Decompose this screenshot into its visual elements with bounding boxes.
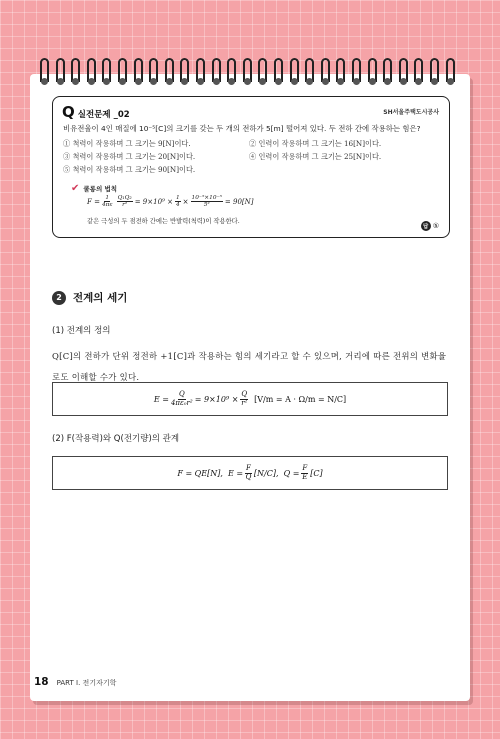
binding-hole xyxy=(384,78,391,85)
subsection-1-title: (1) 전계의 정의 xyxy=(52,326,111,336)
binding-hole xyxy=(135,78,142,85)
spiral-binding xyxy=(36,58,466,92)
binding-hole xyxy=(400,78,407,85)
option-2: ② 인력이 작용하며 그 크기는 16[N]이다. xyxy=(249,139,382,148)
binding-hole xyxy=(353,78,360,85)
check-icon: ✔ xyxy=(71,183,80,194)
binding-hole xyxy=(322,78,329,85)
solution-heading: 쿨롱의 법칙 xyxy=(83,185,118,193)
option-4: ④ 인력이 작용하며 그 크기는 25[N]이다. xyxy=(249,152,382,161)
binding-hole xyxy=(275,78,282,85)
binding-hole xyxy=(228,78,235,85)
question-title: 실전문제 _02 xyxy=(77,110,130,120)
binding-hole xyxy=(166,78,173,85)
section-heading xyxy=(52,290,127,305)
subsection-2-title: (2) F(작용력)와 Q(전기량)의 관계 xyxy=(52,434,180,444)
page-footer xyxy=(34,676,116,688)
binding-hole xyxy=(88,78,95,85)
binding-hole xyxy=(119,78,126,85)
binding-hole xyxy=(259,78,266,85)
answer-value: ⑤ xyxy=(432,222,439,230)
field-formula-box: E = $\frac{Q}{\text{4πε₀r²}}$ = 9×10⁹ × $\frac{Q}{\text{r²}}$ [V/m = A · Ω/m = N/C] xyxy=(52,382,448,416)
binding-hole xyxy=(103,78,110,85)
practice-question-box xyxy=(52,96,450,238)
question-text: 비유전율이 4인 매질에 10⁻⁵[C]의 크기를 갖는 두 개의 전하가 5[m] 떨어져 있다. 두 전하 간에 작용하는 힘은? xyxy=(63,124,421,133)
binding-hole xyxy=(72,78,79,85)
relation-formula-box: F = QE[N], E = $\frac{F}{Q}$ [N/C], Q = $\frac{F}{E}$ [C] xyxy=(52,456,448,490)
answer xyxy=(421,221,439,231)
binding-hole xyxy=(291,78,298,85)
binding-hole xyxy=(213,78,220,85)
binding-hole xyxy=(431,78,438,85)
binding-hole xyxy=(447,78,454,85)
binding-hole xyxy=(41,78,48,85)
page-number: 18 xyxy=(34,676,49,688)
coulomb-formula: F = $\frac{1}{4\pi\varepsilon}$ $\frac{\text{Q₁Q₂}}{\text{r²}}$ = 9×10⁹ × $\frac{1}{4}$ × $\frac{\text{10⁻⁵×10⁻⁵}}{\text{5²}}$ = 90[N] xyxy=(87,195,254,209)
binding-hole xyxy=(415,78,422,85)
binding-hole xyxy=(57,78,64,85)
binding-hole xyxy=(197,78,204,85)
binding-hole xyxy=(150,78,157,85)
question-source: SH서울주택도시공사 xyxy=(383,109,439,116)
binding-hole xyxy=(369,78,376,85)
section-number: 2 xyxy=(52,291,66,305)
option-3: ③ 척력이 작용하며 그 크기는 20[N]이다. xyxy=(63,152,196,161)
definition-paragraph: Q[C]의 전하가 단위 정전하 +1[C]과 작용하는 힘의 세기라고 할 수 있으며, 거리에 따른 전위의 변화율로도 이해할 수가 있다. xyxy=(52,351,447,382)
binding-hole xyxy=(306,78,313,85)
option-5: ⑤ 척력이 작용하며 그 크기는 90[N]이다. xyxy=(63,165,196,174)
binding-hole xyxy=(337,78,344,85)
solution-note: 같은 극성의 두 점전하 간에는 반발력(척력)이 작용한다. xyxy=(87,218,240,225)
binding-hole xyxy=(244,78,251,85)
part-label: PART Ⅰ. 전기자기학 xyxy=(56,679,117,687)
answer-badge: 답 xyxy=(421,221,431,231)
binding-hole xyxy=(181,78,188,85)
option-1: ① 척력이 작용하며 그 크기는 9[N]이다. xyxy=(63,139,191,148)
section-title: 전계의 세기 xyxy=(73,292,128,304)
question-mark-icon: Q xyxy=(62,103,75,121)
